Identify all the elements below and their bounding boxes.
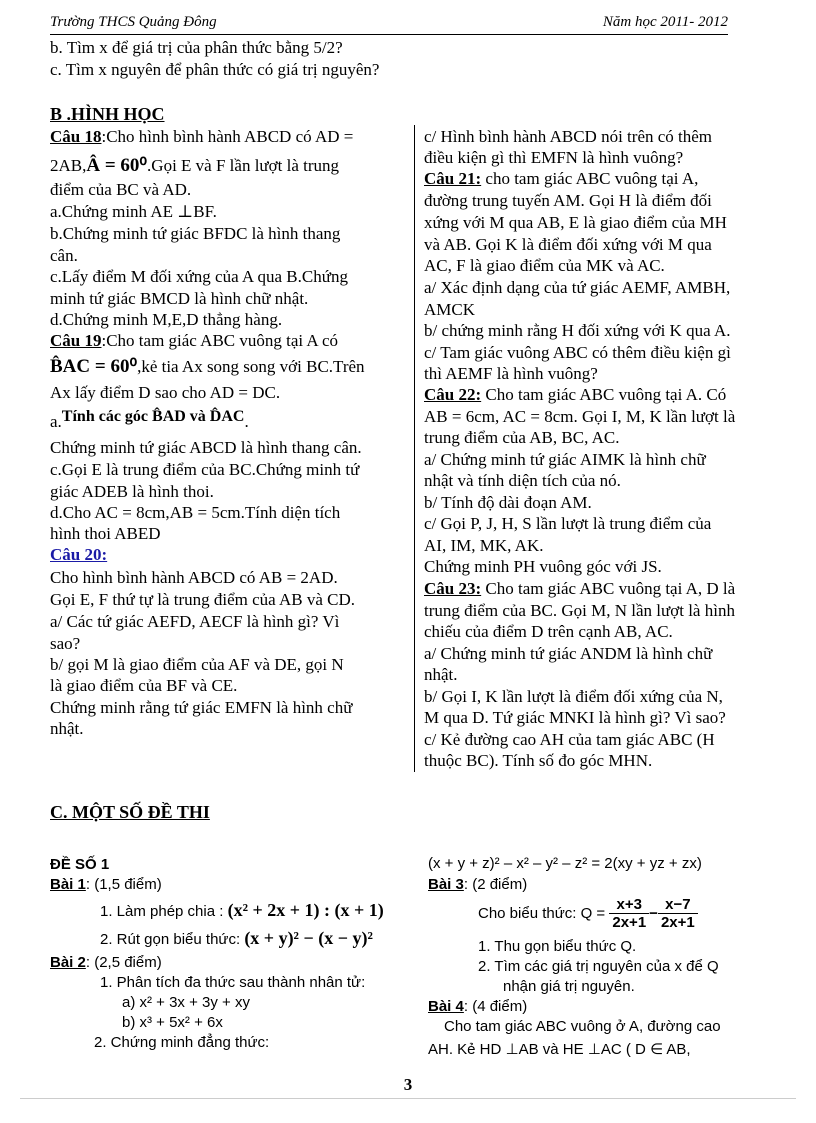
q18-b-cont: cân. — [50, 246, 78, 265]
q18-b: b.Chứng minh tứ giác BFDC là hình thang — [50, 224, 341, 243]
q20-a: a/ Các tứ giác AEFD, AECF là hình gì? Vì — [50, 612, 340, 631]
q21-a: a/ Xác định dạng của tứ giác AEMF, AMBH, — [424, 278, 731, 297]
bai4-line1: Cho tam giác ABC vuông ở A, đường cao — [444, 1018, 721, 1035]
q21-b: b/ chứng minh rằng H đối xứng với K qua A. — [424, 321, 731, 340]
q19-line2: B̂AC = 60⁰,kẻ tia Ax song song với BC.Trên — [50, 356, 365, 377]
q21-line5: AC, F là giao điểm của MK và AC. — [424, 256, 665, 275]
q18-intro: Câu 18:Cho hình bình hành ABCD có AD = — [50, 127, 354, 146]
q22-intro: Câu 22: Cho tam giác ABC vuông tại A. Có — [424, 385, 727, 404]
division-expression: (x² + 2x + 1) : (x + 1) — [227, 900, 384, 920]
q23-c: c/ Kẻ đường cao AH của tam giác ABC (H — [424, 730, 715, 749]
q18-c-cont: minh tứ giác BMCD là hình chữ nhật. — [50, 289, 309, 308]
q23-c-cont: thuộc BC). Tính số đo góc MHN. — [424, 751, 653, 770]
q23-a: a/ Chứng minh tứ giác ANDM là hình chữ — [424, 644, 713, 663]
simplify-expression: (x + y)² − (x − y)² — [244, 928, 373, 948]
school-name: Trường THCS Quảng Đông — [50, 14, 217, 30]
bai1-item2: 2. Rút gọn biểu thức: (x + y)² − (x − y)² — [100, 928, 373, 948]
question-c: c. Tìm x nguyên để phân thức có giá trị nguyên? — [50, 60, 380, 79]
angle-a-60: Â = 60⁰ — [86, 155, 148, 176]
q22-c-prove: Chứng minh PH vuông góc với JS. — [424, 557, 662, 576]
bai3-item2-cont: nhận giá trị nguyên. — [503, 978, 635, 995]
q22-b: b/ Tính độ dài đoạn AM. — [424, 493, 592, 512]
q20-c-cont: nhật. — [50, 719, 84, 738]
section-c-title: C. MỘT SỐ ĐỀ THI — [50, 802, 210, 822]
page-header — [50, 12, 728, 35]
bai2-item2: 2. Chứng minh đẳng thức: — [94, 1034, 270, 1051]
q20-cpart: c/ Hình bình hành ABCD nói trên có thêm — [424, 127, 713, 146]
q20-line1: Cho hình bình hành ABCD có AB = 2AD. — [50, 568, 338, 587]
q20-cpart-cont: điều kiện gì thì EMFN là hình vuông? — [424, 148, 684, 167]
q20-b: b/ gọi M là giao điểm của AF và DE, gọi N — [50, 655, 344, 674]
q20-a-cont: sao? — [50, 634, 81, 653]
q21-c: c/ Tam giác vuông ABC có thêm điều kiện gì — [424, 343, 731, 362]
q23-b: b/ Gọi I, K lần lượt là điểm đối xứng của N, — [424, 687, 723, 706]
q19-line3: Ax lấy điểm D sao cho AD = DC. — [50, 383, 281, 402]
q18-d: d.Chứng minh M,E,D thẳng hàng. — [50, 310, 283, 329]
q21-line3: xứng với M qua AB, E là giao điểm của MH — [424, 213, 727, 232]
bai2-heading: Bài 2: (2,5 điểm) — [50, 954, 162, 971]
question-b: b. Tìm x để giá trị của phân thức bằng 5/2? — [50, 38, 343, 57]
bai1-item1: 1. Làm phép chia : (x² + 2x + 1) : (x + 1) — [100, 900, 384, 920]
q19-b: Chứng minh tứ giác ABCD là hình thang cân. — [50, 438, 362, 457]
q18-a: a.Chứng minh AE ⊥BF. — [50, 202, 217, 221]
q18-line3: điểm của BC và AD. — [50, 180, 192, 199]
bai1-heading: Bài 1: (1,5 điểm) — [50, 876, 162, 893]
bai3-heading: Bài 3: (2 điểm) — [428, 876, 528, 893]
bai3-item2: 2. Tìm các giá trị nguyên của x để Q — [478, 958, 719, 975]
q19-d-cont: hình thoi ABED — [50, 524, 161, 543]
exam-title: ĐỀ SỐ 1 — [50, 856, 110, 873]
q18-line2: 2AB,Â = 60⁰.Gọi E và F lần lượt là trung — [50, 155, 340, 176]
q21-line4: và AB. Gọi K là điểm đối xứng với M qua — [424, 235, 712, 254]
q23-intro: Câu 23: Cho tam giác ABC vuông tại A, D là — [424, 579, 736, 598]
q18-c: c.Lấy điểm M đối xứng của A qua B.Chứng — [50, 267, 348, 286]
q21-line2: đường trung tuyến AM. Gọi H là điểm đối — [424, 191, 712, 210]
q21-intro: Câu 21: cho tam giác ABC vuông tại A, — [424, 169, 699, 188]
identity-expression: (x + y + z)² – x² – y² – z² = 2(xy + yz + zx) — [428, 855, 702, 872]
bai4-heading: Bài 4: (4 điểm) — [428, 998, 528, 1015]
q23-line2: trung điểm của BC. Gọi M, N lần lượt là hình — [424, 601, 735, 620]
q23-a-cont: nhật. — [424, 665, 458, 684]
footer-divider — [20, 1098, 796, 1099]
fraction-1: $\frac{x+3}{2x+1}$ — [609, 896, 649, 931]
q19-c: c.Gọi E là trung điểm của BC.Chứng minh tứ — [50, 460, 360, 479]
q21-c-cont: thì AEMF là hình vuông? — [424, 364, 598, 383]
q19-c-cont: giác ADEB là hình thoi. — [50, 482, 214, 501]
angle-bac-60: B̂AC = 60⁰ — [50, 356, 138, 377]
q22-line3: trung điểm của AB, BC, AC. — [424, 428, 620, 447]
q21-a-cont: AMCK — [424, 300, 476, 319]
q19-d: d.Cho AC = 8cm,AB = 5cm.Tính diện tích — [50, 503, 341, 522]
q20-line2: Gọi E, F thứ tự là trung điểm của AB và CD. — [50, 590, 356, 609]
bai2-item1: 1. Phân tích đa thức sau thành nhân tử: — [100, 974, 366, 991]
q22-c: c/ Gọi P, J, H, S lần lượt là trung điểm của — [424, 514, 712, 533]
q22-a: a/ Chứng minh tứ giác AIMK là hình chữ — [424, 450, 706, 469]
bai3-item1: 1. Thu gọn biểu thức Q. — [478, 938, 637, 955]
column-divider — [414, 125, 415, 772]
section-b-title: B .HÌNH HỌC — [50, 104, 165, 124]
page-number: 3 — [403, 1075, 413, 1094]
q20-b-cont: là giao điểm của BF và CE. — [50, 676, 238, 695]
q23-line3: chiếu của điểm D trên cạnh AB, AC. — [424, 622, 673, 641]
q19-intro: Câu 19:Cho tam giác ABC vuông tại A có — [50, 331, 339, 350]
q20-c: Chứng minh rằng tứ giác EMFN là hình chữ — [50, 698, 353, 717]
bai2-item1b: b) x³ + 5x² + 6x — [122, 1014, 223, 1031]
q19-a: a.Tính các góc B̂AD và D̂AC. — [50, 408, 249, 431]
fraction-2: $\frac{x-7}{2x+1}$ — [658, 896, 698, 931]
q22-line2: AB = 6cm, AC = 8cm. Gọi I, M, K lần lượt là — [424, 407, 736, 426]
q23-b-cont: M qua D. Tứ giác MNKI là hình gì? Vì sao? — [424, 708, 726, 727]
school-year: Năm học 2011- 2012 — [602, 14, 728, 30]
q20-label: Câu 20: — [50, 545, 108, 564]
bai2-item1a: a) x² + 3x + 3y + xy — [122, 994, 250, 1011]
q22-c-cont: AI, IM, MK, AK. — [424, 536, 544, 555]
bai4-line2: AH. Kẻ HD ⊥AB và HE ⊥AC ( D ∈ AB, — [428, 1041, 691, 1058]
q22-a-cont: nhật và tính diện tích của nó. — [424, 471, 621, 490]
bai3-expression: Cho biểu thức: Q = $\frac{x+3}{2x+1}$ − $\frac{x-7}{2x+1}$ — [478, 896, 698, 931]
